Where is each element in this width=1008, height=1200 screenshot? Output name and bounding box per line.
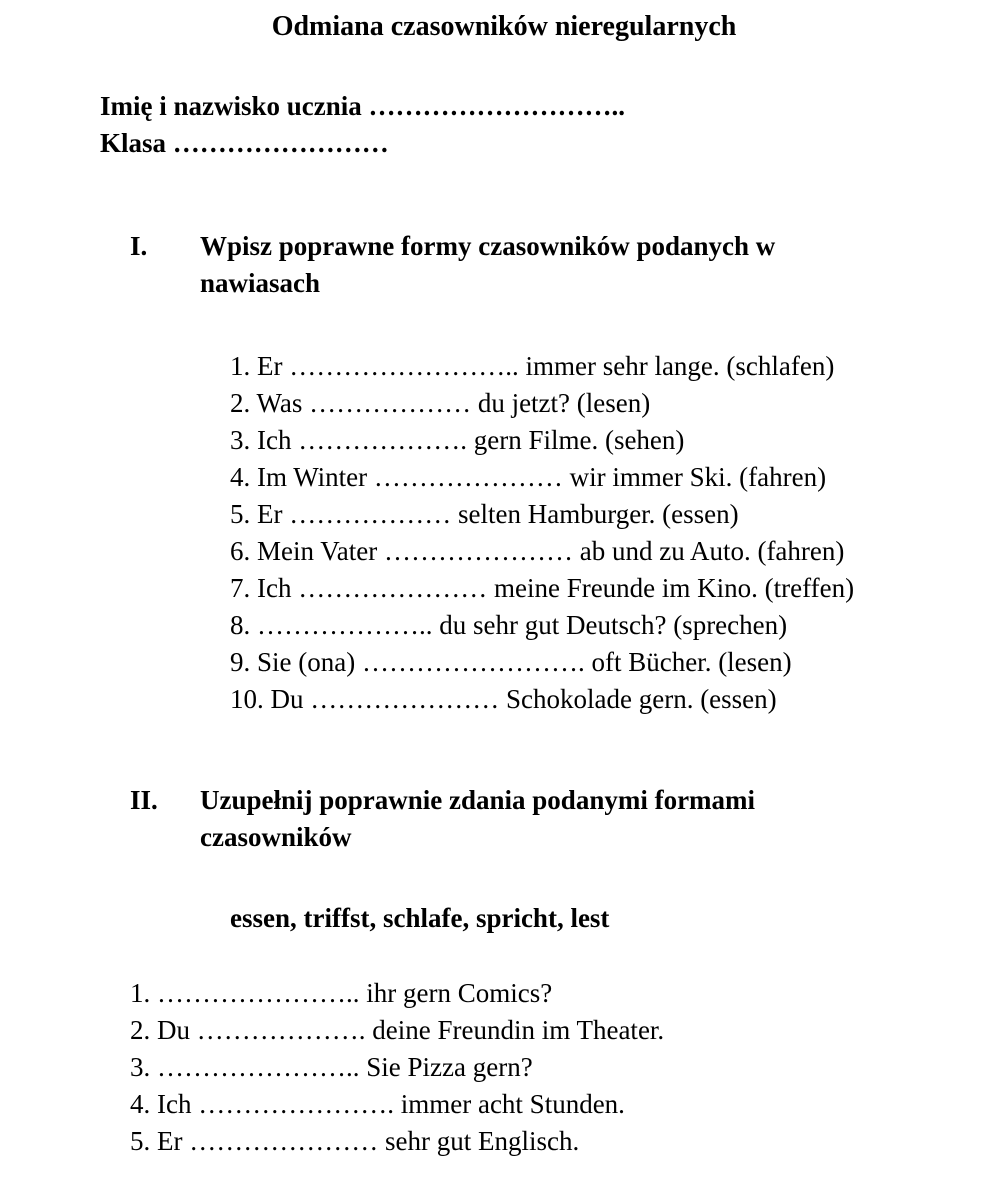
exercise1-item-1: 1. Er …………………….. immer sehr lange. (schlafen)	[230, 351, 835, 381]
student-name-line: Imię i nazwisko ucznia ………………………..	[100, 91, 626, 121]
exercise1-item-3: 3. Ich ………………. gern Filme. (sehen)	[230, 425, 685, 455]
exercise1-item-10: 10. Du ………………… Schokolade gern. (essen)	[230, 684, 777, 714]
exercise1-list	[230, 348, 1008, 718]
exercise1-item-2: 2. Was ……………… du jetzt? (lesen)	[230, 388, 651, 418]
section2-heading	[130, 782, 1008, 856]
section2-title: Uzupełnij poprawnie zdania podanymi formami czasowników	[200, 785, 756, 852]
page-title: Odmiana czasowników nieregularnych	[271, 11, 737, 42]
exercise2-item-5: 5. Er ………………… sehr gut Englisch.	[130, 1126, 580, 1156]
class-line: Klasa ……………………	[100, 128, 389, 158]
exercise2-item-2: 2. Du ………………. deine Freundin im Theater.	[130, 1015, 665, 1045]
exercise2-item-3: 3. ………………….. Sie Pizza gern?	[130, 1052, 533, 1082]
exercise1-item-6: 6. Mein Vater ………………… ab und zu Auto. (fahren)	[230, 536, 845, 566]
section1-heading	[130, 228, 1008, 302]
exercise2-item-1: 1. ………………….. ihr gern Comics?	[130, 978, 553, 1008]
exercise1-item-7: 7. Ich ………………… meine Freunde im Kino. (treffen)	[230, 573, 855, 603]
section2-numeral: II.	[130, 785, 158, 815]
exercise1-item-8: 8. ……………….. du sehr gut Deutsch? (sprechen)	[230, 610, 788, 640]
exercise2-list	[130, 975, 1008, 1160]
exercise1-item-4: 4. Im Winter ………………… wir immer Ski. (fahren)	[230, 462, 827, 492]
exercise1-item-5: 5. Er ……………… selten Hamburger. (essen)	[230, 499, 739, 529]
exercise2-item-4: 4. Ich …………………. immer acht Stunden.	[130, 1089, 625, 1119]
section1-numeral: I.	[130, 231, 148, 261]
section1-title: Wpisz poprawne formy czasowników podanych w nawiasach	[200, 231, 776, 298]
exercise1-item-9: 9. Sie (ona) ……………………. oft Bücher. (lesen)	[230, 647, 792, 677]
student-header	[100, 88, 1008, 162]
word-bank: essen, triffst, schlafe, spricht, lest	[230, 903, 610, 933]
